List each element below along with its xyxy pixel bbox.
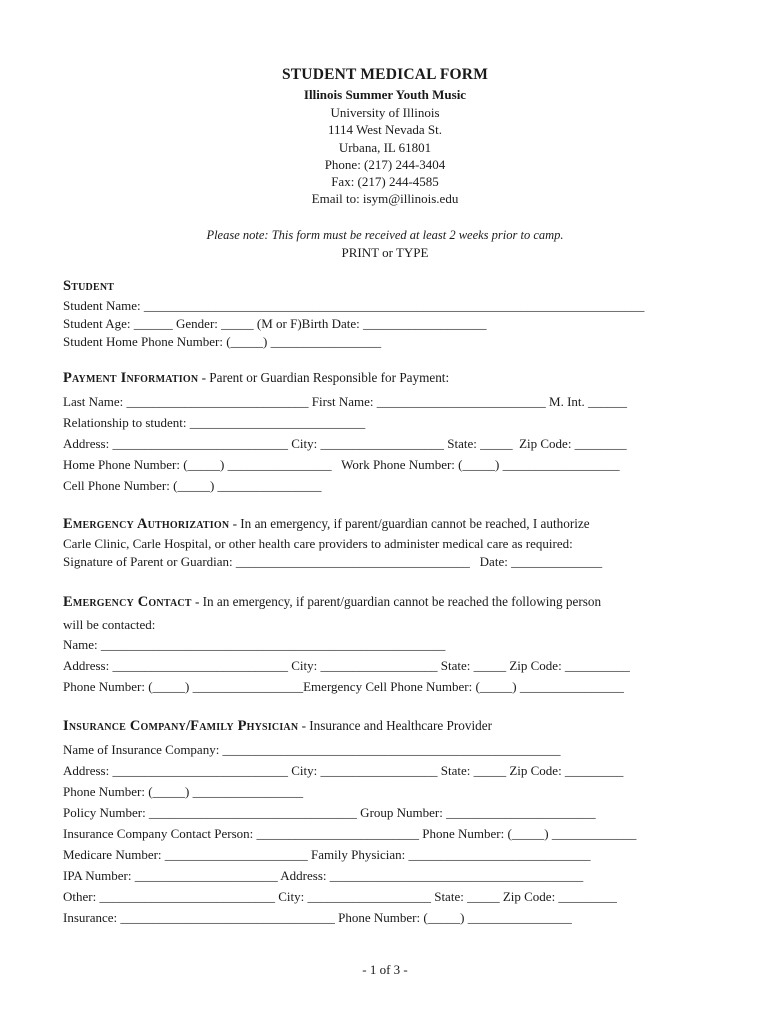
emergency-authorization-heading [63, 516, 590, 533]
address-line: 1114 West Nevada St. [327, 122, 442, 138]
payer-cell-field[interactable]: Cell Phone Number: (_____) ________________ [63, 478, 322, 493]
page-number: - 1 of 3 - [362, 962, 408, 977]
student-section-heading [63, 278, 114, 295]
submission-note: Please note: This form must be received at least 2 weeks prior to camp. [206, 228, 564, 242]
relationship-field[interactable]: Relationship to student: ___________________________ [63, 415, 366, 430]
insurance-company-field[interactable]: Name of Insurance Company: ____________________________________________________ [63, 742, 561, 757]
contact-name-field[interactable]: Name: _____________________________________________________ [63, 637, 446, 652]
authorization-text: Carle Clinic, Carle Hospital, or other health care providers to administer medical care as required: [63, 536, 573, 551]
form-title: STUDENT MEDICAL FORM [281, 66, 489, 83]
contact-phone-field[interactable]: Phone Number: (_____) _________________Emergency Cell Phone Number: (_____) ________________ [63, 679, 624, 694]
guardian-signature-field[interactable]: Signature of Parent or Guardian: ____________________________________ Date: ______________ [63, 554, 603, 569]
section-title: Emergency Authorization [63, 516, 230, 532]
student-home-phone-field[interactable]: Student Home Phone Number: (_____) _________________ [63, 334, 382, 349]
insurance-address-field[interactable]: Address: ___________________________ City: __________________ State: _____ Zip Code: _________ [63, 763, 624, 778]
student-age-gender-birthdate-field[interactable]: Student Age: ______ Gender: _____ (M or F)Birth Date: ___________________ [63, 316, 487, 331]
contact-address-field[interactable]: Address: ___________________________ City: __________________ State: _____ Zip Code: __________ [63, 658, 630, 673]
insurance-section-heading [63, 718, 492, 735]
section-subtitle: - Insurance and Healthcare Provider [298, 718, 492, 733]
fax-line: Fax: (217) 244-4585 [331, 174, 439, 190]
address-line: Urbana, IL 61801 [338, 139, 432, 155]
policy-group-field[interactable]: Policy Number: ________________________________ Group Number: _______________________ [63, 805, 596, 820]
payer-phone-field[interactable]: Home Phone Number: (_____) ________________ Work Phone Number: (_____) __________________ [63, 457, 620, 472]
payer-name-field[interactable]: Last Name: ____________________________ First Name: __________________________ M. Int. ______ [63, 394, 628, 409]
student-name-field[interactable]: Student Name: _____________________________________________________________________________ [63, 298, 645, 313]
section-title: Emergency Contact [63, 594, 192, 610]
email-line: Email to: isym@illinois.edu [311, 191, 459, 207]
other-address-field[interactable]: Other: ___________________________ City: ___________________ State: _____ Zip Code: _________ [63, 889, 617, 904]
section-title: Student [63, 278, 115, 294]
print-instruction: PRINT or TYPE [341, 245, 429, 260]
section-title: Insurance Company/Family Physician [63, 718, 299, 734]
emergency-contact-heading [63, 594, 601, 611]
section-title: Payment Information [63, 370, 199, 386]
medicare-physician-field[interactable]: Medicare Number: ______________________ Family Physician: ____________________________ [63, 847, 591, 862]
payer-address-field[interactable]: Address: ___________________________ City: ___________________ State: _____ Zip Code: ________ [63, 436, 627, 451]
contact-intro-text: will be contacted: [63, 617, 156, 632]
section-subtitle: - Parent or Guardian Responsible for Payment: [198, 370, 450, 385]
section-subtitle: - In an emergency, if parent/guardian cannot be reached, I authorize [229, 516, 590, 531]
section-subtitle: - In an emergency, if parent/guardian cannot be reached the following person [191, 594, 602, 609]
phone-line: Phone: (217) 244-3404 [324, 156, 446, 172]
secondary-insurance-field[interactable]: Insurance: _________________________________ Phone Number: (_____) ________________ [63, 910, 572, 925]
ipa-address-field[interactable]: IPA Number: ______________________ Address: _______________________________________ [63, 868, 584, 883]
insurance-phone-field[interactable]: Phone Number: (_____) _________________ [63, 784, 304, 799]
organization-name: Illinois Summer Youth Music [303, 87, 467, 102]
address-block [0, 104, 770, 208]
insurance-contact-field[interactable]: Insurance Company Contact Person: _________________________ Phone Number: (_____) _____________ [63, 826, 637, 841]
payment-section-heading [63, 370, 449, 387]
address-line: University of Illinois [330, 105, 440, 120]
